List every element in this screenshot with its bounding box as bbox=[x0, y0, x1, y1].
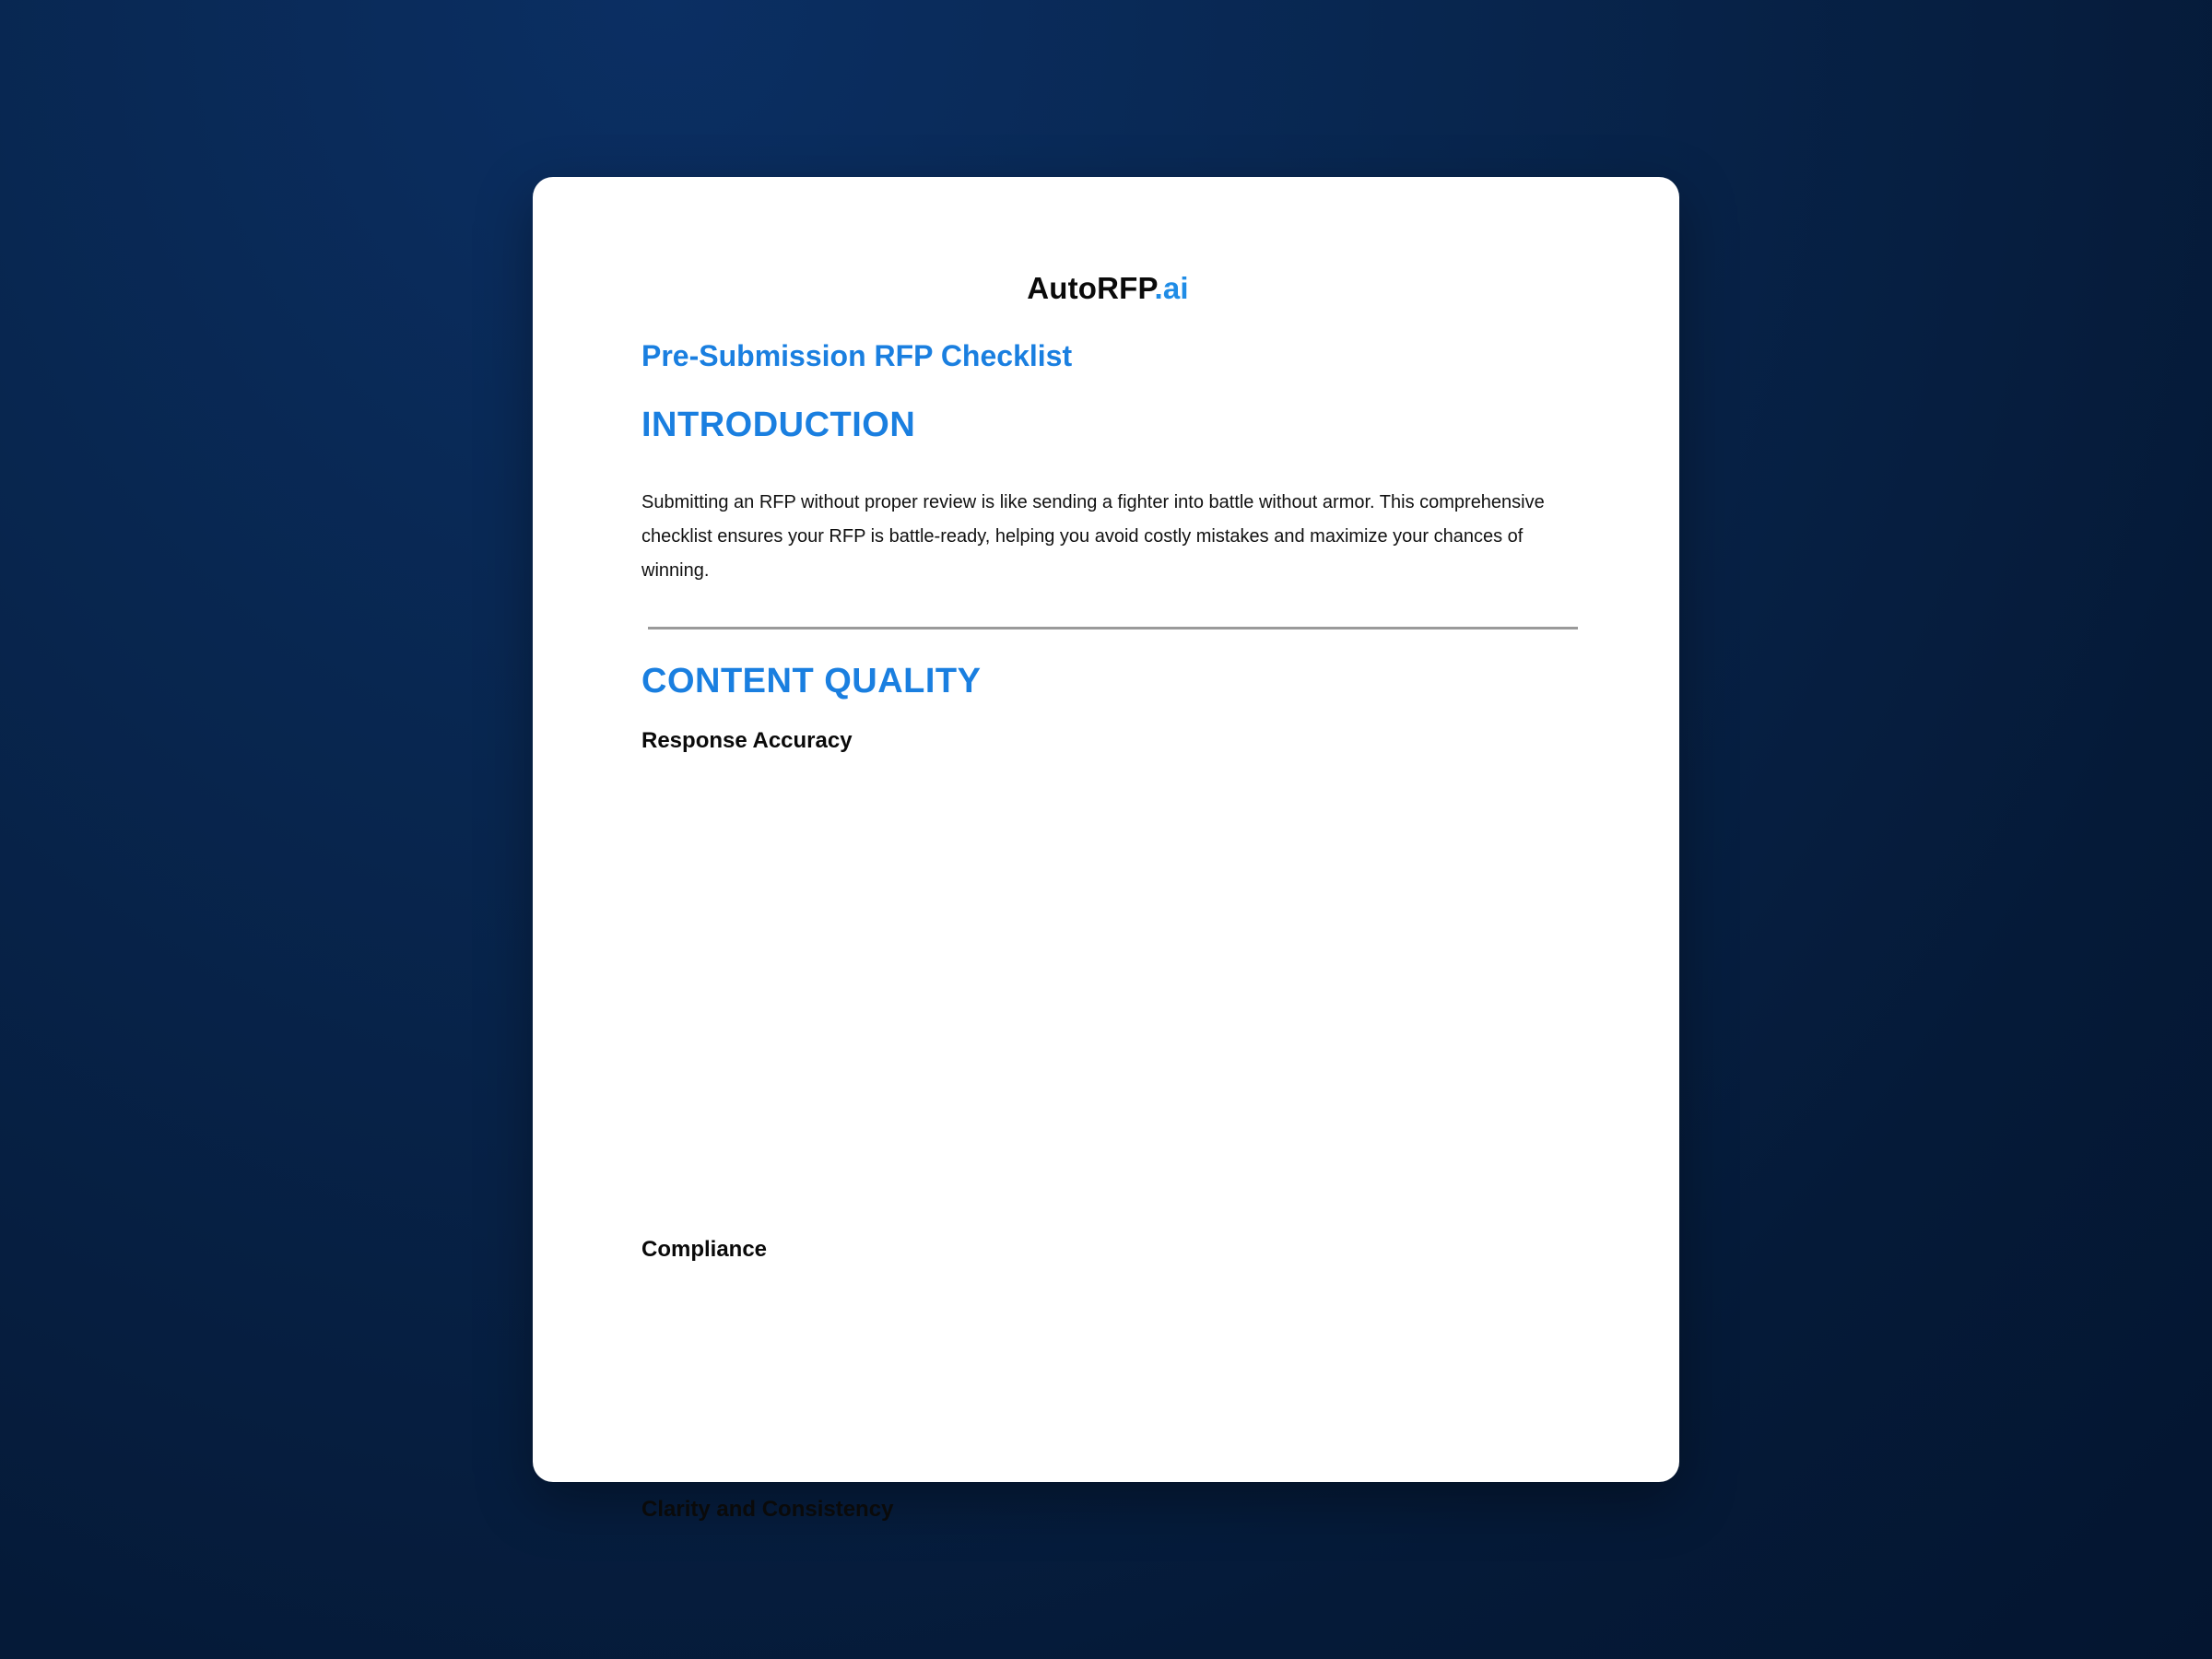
document-page bbox=[533, 177, 1679, 1522]
introduction-paragraph: Submitting an RFP without proper review is like sending a fighter into battle without armor. This comprehensive checklist ensures your RFP is battle-ready, helping you avoid costly mistakes and maximize your chances of winning. bbox=[641, 492, 1545, 581]
clarity-consistency-heading: Clarity and Consistency bbox=[641, 1497, 894, 1522]
autorfp-logo bbox=[641, 271, 1574, 306]
compliance-heading: Compliance bbox=[641, 1237, 768, 1262]
logo-suffix-text: .ai bbox=[1154, 271, 1189, 305]
document-title: Pre-Submission RFP Checklist bbox=[641, 339, 1073, 372]
section-divider bbox=[648, 627, 1578, 629]
logo-main-text: AutoRFP bbox=[1027, 271, 1155, 305]
introduction-heading: INTRODUCTION bbox=[641, 406, 916, 444]
response-accuracy-heading: Response Accuracy bbox=[641, 728, 853, 753]
content-quality-heading: CONTENT QUALITY bbox=[641, 662, 982, 700]
